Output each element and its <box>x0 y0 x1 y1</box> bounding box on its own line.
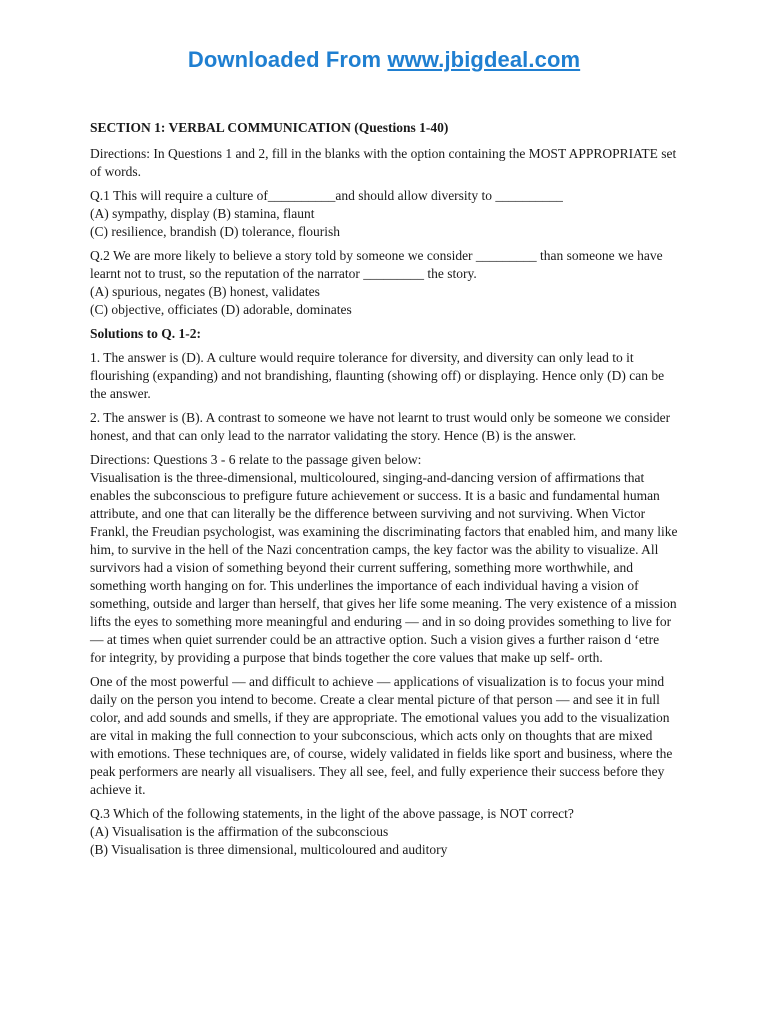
passage-paragraph: One of the most powerful — and difficult to achieve — applications of visualization is to focus your mind daily on the person you intend to become. Create a clear mental picture of that person — and see it in full color, and add sounds and smells, if they are appropriate. The emotional values you add to the visualization are vital in making the full connection to your subconscious, which acts only on thoughts that are mixed with emotions. These techniques are, of course, widely validated in fields like sport and business, where the peak performers are nearly all visualisers. They all see, feel, and fully experience their success before they achieve it. <box>90 674 673 797</box>
download-banner <box>90 0 678 81</box>
section-title: SECTION 1: VERBAL COMMUNICATION (Questions 1-40) <box>90 120 449 135</box>
question-stem: Q.3 Which of the following statements, in the light of the above passage, is NOT correct? <box>90 806 574 821</box>
question-option-line: (A) spurious, negates (B) honest, validates <box>90 284 320 299</box>
passage-paragraph: Visualisation is the three-dimensional, multicoloured, singing-and-dancing version of affirmations that enables the subconscious to prefigure future achievement or success. It is a basic and fundamental human attribute, and one that can literally be the difference between surviving and not surviving. When Victor Frankl, the Freudian psychologist, was examining the discriminating factors that enabled him, and many like him, to survive in the hell of the Nazi concentration camps, the key factor was the ability to visualize. All survivors had a vision of something beyond their current suffering, something more worthwhile, and something worth hanging on for. This underlines the importance of each individual having a vision of something, outside and larger than herself, that gives her life some meaning. The very existence of a mission lifts the eyes to something more meaningful and enduring — and in so doing provides something to live for — at times when quiet surrender could be an attractive option. Such a vision gives a further raison d ‘etre for integrity, by providing a purpose that binds together the core values that make up self- orth. <box>90 470 678 665</box>
solution-1: 1. The answer is (D). A culture would require tolerance for diversity, and diversity can only lead to it flourishing (expanding) and not brandishing, flaunting (showing off) or displaying. Hence only (D) can be the answer. <box>90 350 665 401</box>
solutions-title: Solutions to Q. 1-2: <box>90 326 202 341</box>
question-option-line: (C) objective, officiates (D) adorable, dominates <box>90 302 352 317</box>
solution-2: 2. The answer is (B). A contrast to someone we have not learnt to trust would only be someone we consider honest, and that can only lead to the narrator validating the story. Hence (B) is the answer. <box>90 410 671 443</box>
question-1 <box>90 187 678 241</box>
question-option-line: (B) Visualisation is three dimensional, multicoloured and auditory <box>90 842 448 857</box>
question-option-line: (A) Visualisation is the affirmation of the subconscious <box>90 824 389 839</box>
question-2 <box>90 247 678 319</box>
question-stem: Q.2 We are more likely to believe a story told by someone we consider _________ than someone we have learnt not to trust, so the reputation of the narrator _________ the story. <box>90 248 663 281</box>
question-option-line: (A) sympathy, display (B) stamina, flaunt <box>90 206 315 221</box>
directions-q3-q6: Directions: Questions 3 - 6 relate to the passage given below: <box>90 452 422 467</box>
directions-q1-q2: Directions: In Questions 1 and 2, fill in the blanks with the option containing the MOST APPROPRIATE set of words. <box>90 146 677 179</box>
question-option-line: (C) resilience, brandish (D) tolerance, flourish <box>90 224 341 239</box>
question-stem: Q.1 This will require a culture of__________and should allow diversity to __________ <box>90 188 563 203</box>
banner-link[interactable]: www.jbigdeal.com <box>387 47 581 72</box>
banner-prefix: Downloaded From <box>187 47 388 72</box>
question-3 <box>90 805 678 859</box>
passage-block <box>90 451 678 667</box>
document-body <box>90 119 678 859</box>
